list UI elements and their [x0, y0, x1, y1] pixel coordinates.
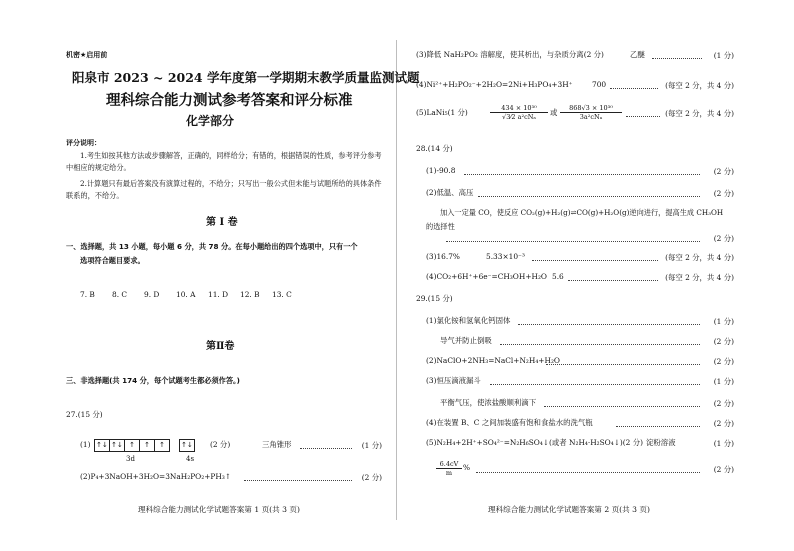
fraction-denominator: 3a²cNₐ [579, 113, 603, 121]
orbital-3d-4: ↑ [139, 439, 155, 452]
q29-2-answer: (2)NaClO+2NH₃=NaCl+N₂H₄+H₂O [426, 356, 560, 365]
q29-4-score: (2 分) [713, 419, 734, 428]
q28-3-value: 5.33×10⁻³ [486, 252, 525, 261]
fraction-denominator: √3⁄2 a²cNₐ [502, 113, 536, 121]
q28-1-score: (2 分) [713, 167, 734, 176]
q27-2-score: (2 分) [361, 473, 382, 482]
label-4s: 4s [186, 455, 195, 463]
fraction-numerator: 868√3 × 10³⁰ [560, 104, 622, 113]
answer-7: 7. B [80, 290, 95, 299]
q29-5-fraction [436, 460, 462, 477]
q27-5-or: 或 [550, 108, 558, 117]
exam-title: 阳泉市 2023 ~ 2024 学年度第一学期期末教学质量监测试题 [72, 70, 420, 85]
q28-2-score: (2 分) [713, 189, 734, 198]
leader-dots [652, 58, 702, 59]
answer-9: 9. D [144, 290, 160, 299]
q28-2-explanation-score: (2 分) [713, 234, 734, 243]
left-footer: 理科综合能力测试化学试题答案第 1 页(共 3 页) [138, 505, 300, 514]
q29-5-indicator: 淀粉溶液 [646, 438, 676, 447]
answer-11: 11. D [208, 290, 229, 299]
leader-dots [546, 364, 700, 365]
nonmc-intro: 三、非选择题(共 174 分，每个试题考生都必须作答。) [66, 376, 240, 385]
q27-3-answer: (3)降低 NaH₂PO₂ 溶解度，使其析出，与杂质分离(2 分) [416, 50, 604, 59]
leader-dots [568, 280, 658, 281]
q27-1-score: (2 分) [210, 440, 231, 449]
fraction-denominator: m [445, 469, 453, 477]
section-title: 化学部分 [186, 114, 235, 128]
q29-1-purpose-score: (2 分) [713, 337, 734, 346]
answer-13: 13. C [272, 290, 292, 299]
answer-10: 10. A [176, 290, 196, 299]
q27-4-value: 700 [592, 80, 607, 89]
fraction-numerator: 434 × 10³⁰ [490, 104, 548, 113]
q29-heading: 29.(15 分) [416, 294, 453, 303]
part-two-title: 第Ⅱ卷 [206, 341, 235, 352]
q27-5-answer: (5)LaNi₅(1 分) [416, 108, 468, 117]
q27-3-ether: 乙醚 [630, 50, 645, 59]
leader-dots [476, 472, 700, 473]
q27-2-answer: (2)P₄+3NaOH+3H₂O=3NaH₂PO₂+PH₃↑ [80, 472, 231, 481]
leader-dots [446, 241, 700, 242]
leader-dots [490, 384, 700, 385]
q27-3-score: (1 分) [713, 51, 734, 60]
leader-dots [544, 406, 700, 407]
answer-title: 理科综合能力测试参考答案和评分标准 [106, 92, 353, 109]
secret-label: 机密★启用前 [66, 51, 108, 59]
orbital-3d-1: ↑↓ [94, 439, 110, 452]
leader-dots [464, 174, 700, 175]
q28-1-answer: (1)-90.8 [426, 166, 456, 175]
orbital-4s: ↑↓ [179, 439, 195, 452]
q27-5-fraction-2 [560, 104, 622, 121]
q27-1-label: (1) [80, 440, 91, 449]
right-footer: 理科综合能力测试化学试题答案第 2 页(共 3 页) [488, 505, 650, 514]
q29-1-score: (1 分) [713, 317, 734, 326]
q27-1-shape-score: (1 分) [361, 441, 382, 450]
q28-3-answer: (3)16.7% [426, 252, 460, 261]
leader-dots [300, 448, 352, 449]
answer-8: 8. C [112, 290, 128, 299]
leader-dots [244, 480, 352, 481]
q29-3-answer: (3)恒压滴液漏斗 [426, 376, 481, 385]
q29-1-answer: (1)氯化铵和氢氧化钙固体 [426, 316, 511, 325]
fraction-numerator: 6.4cV [436, 460, 462, 469]
q27-5-score: (每空 2 分，共 4 分) [665, 109, 734, 118]
q28-2-answer: (2)低温、高压 [426, 188, 474, 197]
leader-dots [478, 196, 700, 197]
scoring-note-1: 1.考生如按其他方法或步骤解答，正确的，同样给分；有错的，根据错误的性质，参考评分参考中相应的规定给分。 [66, 151, 382, 172]
q27-4-score: (每空 2 分，共 4 分) [665, 81, 734, 90]
orbital-3d-2: ↑↓ [109, 439, 125, 452]
q27-1-shape: 三角锥形 [262, 440, 292, 449]
q28-heading: 28.(14 分) [416, 144, 453, 153]
label-3d: 3d [126, 455, 135, 463]
part-one-title: 第 Ⅰ 卷 [206, 217, 238, 228]
q29-2-score: (2 分) [713, 357, 734, 366]
leader-dots [610, 88, 658, 89]
q27-5-fraction-1 [490, 104, 548, 121]
q29-3-score: (1 分) [713, 377, 734, 386]
q28-4-score: (每空 2 分，共 4 分) [665, 273, 734, 282]
leader-dots [626, 116, 660, 117]
mc-answers [80, 290, 304, 300]
mc-intro-line2: 选项符合题目要求。 [80, 256, 145, 265]
notes-heading: 评分说明： [66, 139, 101, 147]
q28-4-answer: (4)CO₂+6H⁺+6e⁻=CH₃OH+H₂O [426, 272, 547, 281]
q29-3-purpose: 平衡气压，使浓盐酸顺利滴下 [440, 398, 537, 407]
leader-dots [532, 260, 658, 261]
q28-2-explanation: 加入一定量 CO，使反应 CO₂(g)+H₂(g)⇌CO(g)+H₂O(g)逆向进行，提高生成 CH₃OH 的选择性 [426, 208, 724, 231]
q28-4-value: 5.6 [552, 272, 564, 281]
mc-intro-line1: 一、选择题，共 13 小题，每小题 6 分，共 78 分。在每小题给出的四个选项中，只有一个 [66, 242, 358, 251]
q29-1-purpose: 导气并防止倒吸 [440, 336, 492, 345]
scoring-note-2: 2.计算题只有最后答案没有演算过程的，不给分；只写出一般公式但未能与试题所给的具体条件联系的，不给分。 [66, 179, 382, 200]
orbital-diagram [94, 439, 194, 452]
leader-dots [616, 426, 700, 427]
q29-5-answer: (5)N₂H₄+2H⁺+SO₄²⁻=N₂H₆SO₄↓(或者 N₂H₄·H₂SO₄↓)(2 分) [426, 438, 643, 447]
orbital-3d-5: ↑ [154, 439, 170, 452]
leader-dots [518, 324, 700, 325]
q29-5-score: (1 分) [713, 439, 734, 448]
q27-heading: 27.(15 分) [66, 410, 103, 419]
q29-4-answer: (4)在装置 B、C 之间加装盛有饱和食盐水的洗气瓶 [426, 418, 593, 427]
answer-12: 12. B [240, 290, 260, 299]
q29-5-percent: % [463, 463, 471, 472]
orbital-3d-3: ↑ [124, 439, 140, 452]
q29-3-purpose-score: (2 分) [713, 399, 734, 408]
q29-5-fraction-score: (2 分) [713, 465, 734, 474]
q27-4-answer: (4)Ni²⁺+H₂PO₂⁻+2H₂O=2Ni+H₃PO₄+3H⁺ [416, 80, 573, 89]
page-divider [396, 40, 397, 520]
q28-3-score: (每空 2 分，共 4 分) [665, 253, 734, 262]
leader-dots [500, 344, 700, 345]
